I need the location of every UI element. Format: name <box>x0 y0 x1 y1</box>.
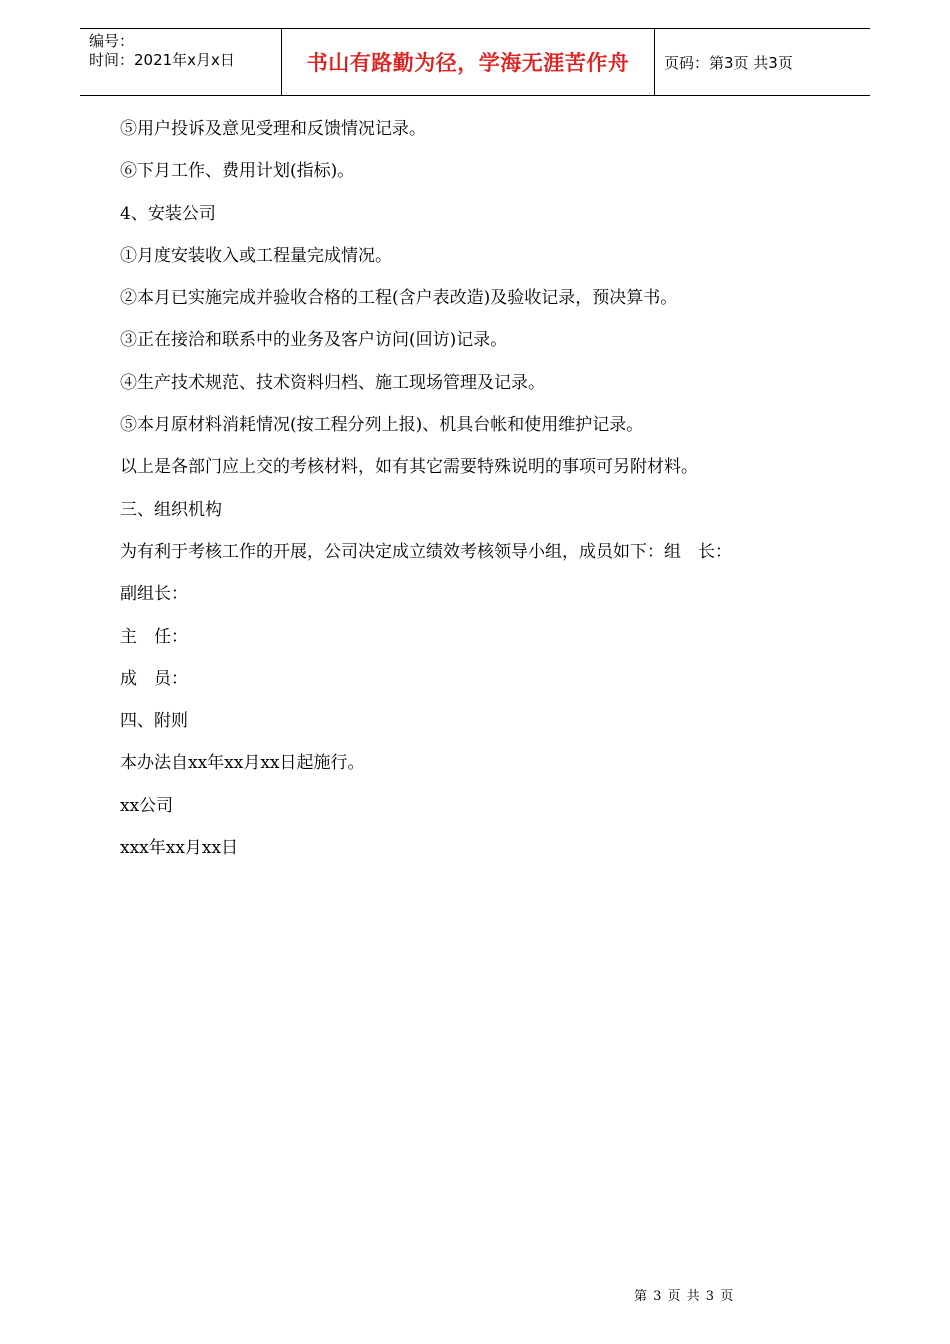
body-line: 本办法自xx年xx月xx日起施行。 <box>120 753 365 774</box>
body-line: 为有利于考核工作的开展，公司决定成立绩效考核领导小组，成员如下：组 长： <box>120 541 732 562</box>
body-line: ⑥下月工作、费用计划(指标)。 <box>120 161 355 182</box>
document-date-label: 时间：2021年x月x日 <box>89 51 235 69</box>
document-number-label: 编号： <box>89 32 135 50</box>
body-line: 成 员： <box>120 668 188 689</box>
body-line: 以上是各部门应上交的考核材料，如有其它需要特殊说明的事项可另附材料。 <box>120 457 698 478</box>
body-line: ①月度安装收入或工程量完成情况。 <box>120 245 392 266</box>
body-line: ⑤用户投诉及意见受理和反馈情况记录。 <box>120 119 426 139</box>
body-line: ③正在接洽和联系中的业务及客户访问(回访)记录。 <box>120 330 508 351</box>
body-line: 副组长： <box>120 584 188 605</box>
section-heading: 三、组织机构 <box>120 499 222 520</box>
body-line: ②本月已实施完成并验收合格的工程(含户表改造)及验收记录，预决算书。 <box>120 288 678 309</box>
header-slogan: 书山有路勤为径，学海无涯苦作舟 <box>282 29 655 95</box>
page-footer: 第 3 页 共 3 页 <box>634 1289 735 1304</box>
page-header <box>80 28 870 96</box>
body-line: ⑤本月原材料消耗情况(按工程分列上报)、机具台帐和使用维护记录。 <box>120 415 644 436</box>
body-line: ④生产技术规范、技术资料归档、施工现场管理及记录。 <box>120 372 545 393</box>
signature-date: xxx年xx月xx日 <box>120 838 239 859</box>
section-heading: 4、安装公司 <box>120 203 216 224</box>
section-heading: 四、附则 <box>120 711 188 732</box>
header-page-info: 页码：第3页 共3页 <box>664 53 793 72</box>
header-meta <box>80 29 282 95</box>
document-body <box>120 114 820 875</box>
body-line: 主 任： <box>120 626 188 647</box>
signature-company: xx公司 <box>120 795 174 816</box>
